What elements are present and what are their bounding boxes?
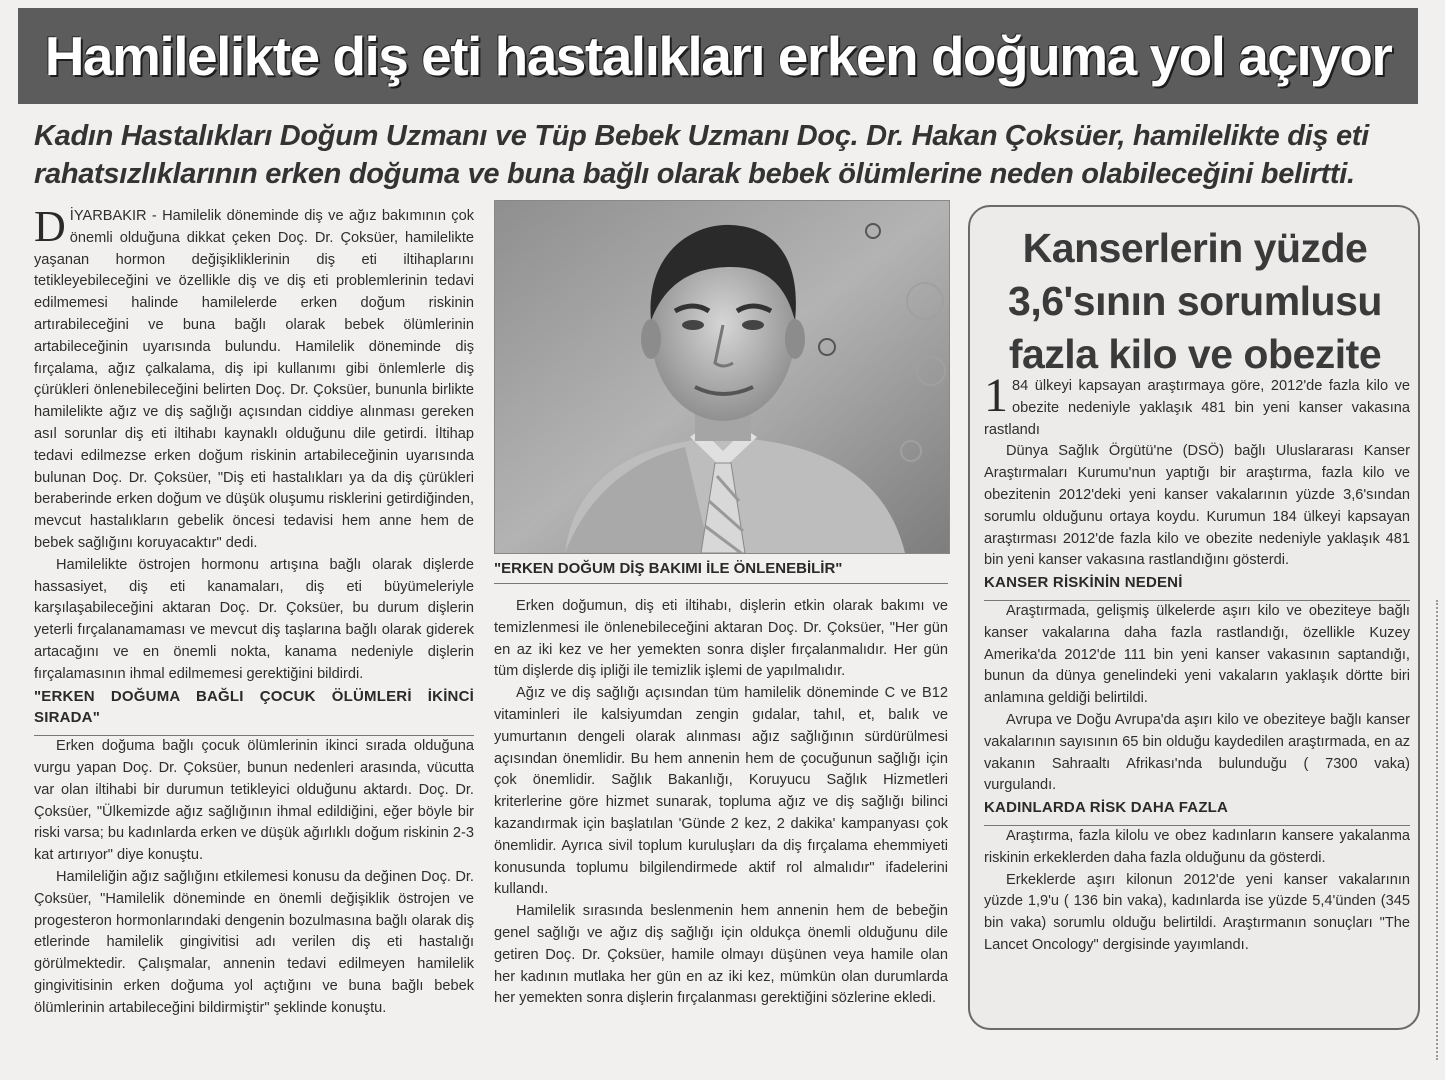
paragraph: Hamilelik sırasında beslenmenin hem annenin hem de bebeğin genel sağlığı ve ağız diş sağlığı için oldukça önemli olduğunu dile getiren Doç. Dr. Çoksüer, hamile olmayı düşünen veya hamile olan her kadının mutlaka her gün en az iki kez, mümkün olan durumlarda her yemekten sonra dişlerin fırçalanması gerektiğini sözlerine ekledi.: [494, 903, 948, 1007]
photo-caption-subhead: "ERKEN DOĞUM DİŞ BAKIMI İLE ÖNLENEBİLİR": [494, 560, 948, 584]
paragraph: Hamileliğin ağız sağlığını etkilemesi konusu da değinen Doç. Dr. Çoksüer, "Hamilelik döneminde en önemli değişiklik östrojen ve progesteron hormonlarındaki dengenin bozulmasına bağlı olarak diş etlerinde hamilelik gingivitisi adı verilen diş eti hastalığı görülmektedir. Çalışmalar, annenin tedavi edilmeyen hamilelik gingivitisinin erken doğuma yol açtığını ve buna bağlı bebek ölümlerinin artabileceğini bildirmiştir" şeklinde konuştu.: [34, 868, 474, 1016]
headline-banner: [18, 8, 1418, 104]
section-subhead: KADINLARDA RİSK DAHA FAZLA: [984, 797, 1410, 826]
paragraph: [984, 369, 1410, 441]
paragraph: Araştırma, fazla kilolu ve obez kadınların kansere yakalanma riskinin erkeklerden daha fazla olduğunu da gösterdi.: [984, 827, 1410, 866]
lead-subtitle: Kadın Hastalıkları Doğum Uzmanı ve Tüp Bebek Uzmanı Doç. Dr. Hakan Çoksüer, hamilelikte diş eti rahatsızlıklarının erken doğuma ve buna bağlı olarak bebek ölümlerine neden olabileceğini belirtti.: [34, 120, 1369, 190]
paragraph: Erken doğumun, diş eti iltihabı, dişlerin etkin olarak bakımı ve temizlenmesi ile önlenebileceğini aktaran Doç. Dr. Çoksüer, "Her gün en az iki kez ve her yemekten sonra dişler fırçalanmalıdır. Her gün tüm dişlerde diş ipliği ile temizlik işlemi de yapılmalıdır.: [494, 598, 948, 680]
headline: Hamilelikte diş eti hastalıkları erken doğuma yol açıyor: [44, 25, 1392, 87]
paragraph: Hamilelikte östrojen hormonu artışına bağlı olarak dişlerde hassasiyet, diş eti kanamaları, diş eti büyümeleriyle karşılaşabileceğini aktaran Doç. Dr. Çoksüer, bu durum dişlerin yeterli fırçalanamaması ve mevcut diş taşlarına bağlı olarak giderek artacağını ve en önemli nokta, kanama nedeniyle dişlerin fırçalamasının ihmal edilmemesi gerektiğini bildirdi.: [34, 556, 474, 682]
paragraph-text: 84 ülkeyi kapsayan araştırmaya göre, 2012'de fazla kilo ve obezite nedeniyle yaklaşık 481 bin yeni kanser vakasına rastlandı: [984, 378, 1410, 438]
paragraph: Erken doğuma bağlı çocuk ölümlerinin ikinci sırada olduğuna vurgu yapan Doç. Dr. Çoksüer, bunun nedenleri arasında, vücutta var olan iltihabi bir durumun tetikleyici olduğunu aktardı. Doç. Dr. Çoksüer, "Ülkemizde ağız sağlığının ihmal edildiğini, eğer böyle bir riski varsa; bu kadınlarda erken ve düşük ağırlıklı doğum riskinin 2-3 kat artırıyor" diye konuştu.: [34, 738, 474, 864]
dateline-city: İYARBAKIR: [69, 208, 147, 224]
paragraph: Erkeklerde aşırı kilonun 2012'de yeni kanser vakalarının yüzde 1,9'u ( 136 bin vaka), kadınlarda ise yüzde 5,4'ünden (345 bin vaka) sorumlu olduğu belirtildi. Araştırmanın sonuçları "The Lancet Oncology" dergisinde yayımlandı.: [984, 871, 1410, 953]
portrait-illustration: [495, 201, 949, 553]
page-edge-dots: [1436, 600, 1440, 1060]
paragraph: Araştırmada, gelişmiş ülkelerde aşırı kilo ve obeziteye bağlı kanser vakalarına daha fazla rastlandığı, özellikle Kuzey Amerika'da 2012'de 111 bin yeni kanser vakasının saptandığı, bunun da dünya genelindeki yeni vakaların yaklaşık dörtte biri anlamına geldiği belirtildi.: [984, 602, 1410, 707]
drop-cap: D: [34, 202, 66, 251]
sidebar-title: Kanserlerin yüzde 3,6'sının sorumlusu fazla kilo ve obezite: [1008, 225, 1382, 377]
left-column: [34, 202, 474, 1019]
section-subhead: KANSER RİSKİNİN NEDENİ: [984, 572, 1410, 601]
paragraph: Ağız ve diş sağlığı açısından tüm hamilelik döneminde C ve B12 vitaminleri ile kalsiyumdan zengin gıdalar, tahıl, et, balık ve yumurtanın dengeli olarak alınması ağız sağlığının sürdürülmesi açısından önemlidir. Bu hem annenin hem de çocuğunun sağlığı için çok önemlidir. Sağlık Bakanlığı, Koruyucu Sağlık Hizmetleri kriterlerine göre hizmet sunarak, topluma ağız ve diş sağlığı bilinci kazandırmak için başlatılan 'Günde 2 kez, 2 dakika' kampanyası çok önemlidir. Ayrıca sivil toplum kuruluşları da diş fırçalama ehemmiyeti konusunda toplumu bilgilendirmede aktif rol almalıdır" ifadelerini kullandı.: [494, 685, 948, 898]
middle-column: [494, 596, 948, 1010]
doctor-portrait-photo: [494, 200, 950, 554]
paragraph: Dünya Sağlık Örgütü'ne (DSÖ) bağlı Uluslararası Kanser Araştırmaları Kurumu'nun yaptığı bir araştırma, fazla kilo ve obezitenin 2012'deki yeni kanser vakalarının yüzde 3,6'sından sorumlu olduğunu ortaya koydu. Kurumun 184 ülkeyi kapsayan araştırması 2012'de fazla kilo ve obezite nedeniyle yaklaşık 481 bin yeni kanser vakasına rastlandığını gösterdi.: [984, 443, 1410, 569]
drop-cap: 1: [984, 369, 1008, 422]
paragraph-text: - Hamilelik döneminde diş ve ağız bakımının çok önemli olduğuna dikkat çeken Doç. Dr. Çoksüer, hamilelikte yaşanan hormon değişikliklerinin diş eti iltihaplarını tetikleyebileceğini ve özellikle diş ve diş eti problemlerinin tedavi edilmemesi halinde hamilelerde erken doğum riskinin artırabileceğini ve buna bağlı olarak bebek ölümlerinin artabileceğinin uyarısında bulundu. Hamilelik döneminde diş fırçalama, ağız çalkalama, diş ipi kullanımı gibi önlemlerle diş çürükleri önlenebileceğini belirten Doç. Dr. Çoksüer, bununla birlikte hamilelikte ağız ve diş sağlığı açısından ciddiye alınması gereken asıl sorunlar diş eti iltihabı kaynaklı olduğunu dile getirdi. İltihap tedavi edilmezse erken doğum riskinin artabileceğinin uyarısında bulunan Doç. Dr. Çoksüer, "Diş eti hastalıkları ya da diş çürükleri beraberinde erken doğum ve düşük oluşumu risklerini getirdiğinden, mevcut hastalıkların gebelik öncesi tedavisi hem anne hem de bebek sağlığını koruyacaktır" dedi.: [34, 208, 474, 551]
sidebar-column: [984, 369, 1410, 957]
paragraph: Avrupa ve Doğu Avrupa'da aşırı kilo ve obeziteye bağlı kanser vakalarının sayısının 65 bin olduğu kaydedilen araştırmada, en az vakanın Sahraaltı Afrikası'nda bulunduğu ( 7300 vaka) vurgulandı.: [984, 711, 1410, 794]
paragraph: [34, 202, 474, 555]
section-subhead: "ERKEN DOĞUMA BAĞLI ÇOCUK ÖLÜMLERİ İKİNCİ SIRADA": [34, 686, 474, 737]
